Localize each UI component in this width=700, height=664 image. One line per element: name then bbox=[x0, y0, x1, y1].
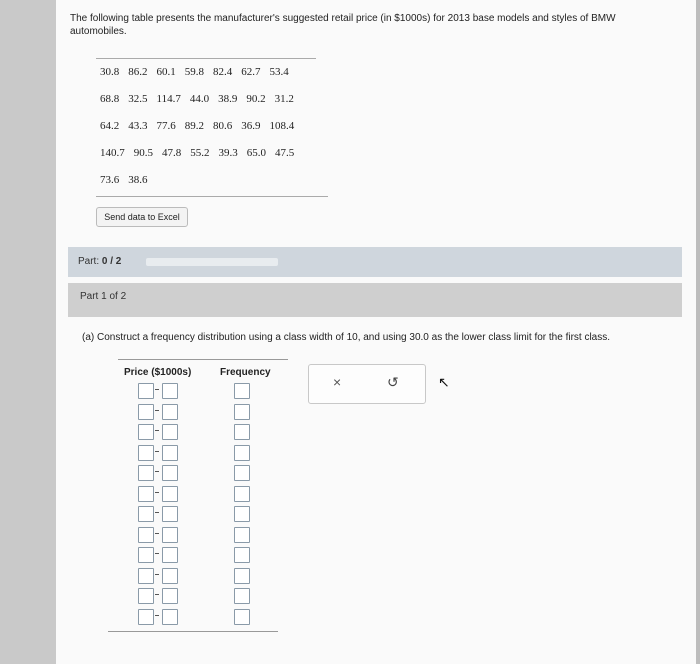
range-dash bbox=[155, 471, 159, 472]
frequency-input[interactable] bbox=[234, 404, 250, 420]
lower-limit-input[interactable] bbox=[138, 527, 154, 543]
frequency-table-row bbox=[138, 422, 288, 440]
frequency-table-row bbox=[138, 504, 288, 522]
data-cell: 64.2 bbox=[100, 120, 120, 132]
range-dash bbox=[155, 553, 159, 554]
range-dash bbox=[155, 574, 159, 575]
data-row bbox=[100, 66, 303, 93]
frequency-input[interactable] bbox=[234, 527, 250, 543]
freq-table-bottom-rule bbox=[108, 631, 278, 632]
lower-limit-input[interactable] bbox=[138, 445, 154, 461]
data-cell: 62.7 bbox=[241, 66, 261, 78]
clear-icon[interactable]: × bbox=[333, 374, 342, 390]
undo-icon[interactable]: ↺ bbox=[387, 374, 399, 390]
data-cell: 60.1 bbox=[156, 66, 176, 78]
upper-limit-input[interactable] bbox=[162, 547, 178, 563]
lower-limit-input[interactable] bbox=[138, 506, 154, 522]
upper-limit-input[interactable] bbox=[162, 609, 178, 625]
frequency-input[interactable] bbox=[234, 588, 250, 604]
data-cell: 53.4 bbox=[269, 66, 289, 78]
frequency-table-row bbox=[138, 586, 288, 604]
upper-limit-input[interactable] bbox=[162, 506, 178, 522]
frequency-table-row bbox=[138, 443, 288, 461]
frequency-input[interactable] bbox=[234, 568, 250, 584]
part-label: Part: 0 / 2 bbox=[78, 256, 122, 267]
upper-limit-input[interactable] bbox=[162, 383, 178, 399]
data-cell: 89.2 bbox=[184, 120, 204, 132]
data-cell: 77.6 bbox=[156, 120, 176, 132]
range-dash bbox=[155, 615, 159, 616]
data-cell: 90.2 bbox=[246, 93, 266, 105]
upper-limit-input[interactable] bbox=[162, 527, 178, 543]
data-cell: 65.0 bbox=[246, 147, 266, 159]
frequency-input[interactable] bbox=[234, 486, 250, 502]
upper-limit-input[interactable] bbox=[162, 445, 178, 461]
upper-limit-input[interactable] bbox=[162, 588, 178, 604]
intro-text: The following table presents the manufacturer's suggested retail price (in $1000s) for 2013 base models and styles of BMW automobiles. bbox=[70, 13, 616, 37]
data-cell: 68.8 bbox=[100, 93, 120, 105]
data-cell: 59.8 bbox=[184, 66, 204, 78]
range-dash bbox=[155, 533, 159, 534]
part-progress-bar bbox=[68, 247, 682, 277]
frequency-column-header: Frequency bbox=[220, 367, 271, 378]
left-margin bbox=[0, 0, 56, 664]
data-table bbox=[100, 66, 303, 201]
lower-limit-input[interactable] bbox=[138, 609, 154, 625]
range-dash bbox=[155, 492, 159, 493]
upper-limit-input[interactable] bbox=[162, 486, 178, 502]
lower-limit-input[interactable] bbox=[138, 465, 154, 481]
data-cell: 39.3 bbox=[218, 147, 238, 159]
data-cell: 36.9 bbox=[241, 120, 261, 132]
frequency-input[interactable] bbox=[234, 506, 250, 522]
data-cell: 38.9 bbox=[218, 93, 238, 105]
upper-limit-input[interactable] bbox=[162, 424, 178, 440]
data-row bbox=[100, 147, 303, 174]
freq-table-top-rule bbox=[118, 359, 288, 360]
frequency-table-row bbox=[138, 381, 288, 399]
frequency-table-row bbox=[138, 566, 288, 584]
subpart-label: Part 1 of 2 bbox=[80, 291, 127, 302]
answer-tools bbox=[308, 364, 426, 404]
frequency-input[interactable] bbox=[234, 609, 250, 625]
question-area bbox=[68, 317, 682, 664]
upper-limit-input[interactable] bbox=[162, 465, 178, 481]
data-cell: 73.6 bbox=[100, 174, 120, 186]
range-dash bbox=[155, 410, 159, 411]
data-cell: 86.2 bbox=[128, 66, 148, 78]
range-dash bbox=[155, 430, 159, 431]
frequency-input[interactable] bbox=[234, 465, 250, 481]
data-cell: 108.4 bbox=[269, 120, 295, 132]
range-dash bbox=[155, 451, 159, 452]
lower-limit-input[interactable] bbox=[138, 547, 154, 563]
mouse-cursor-icon: ↖ bbox=[438, 374, 450, 390]
data-cell: 140.7 bbox=[100, 147, 125, 159]
data-cell: 43.3 bbox=[128, 120, 148, 132]
upper-limit-input[interactable] bbox=[162, 404, 178, 420]
data-cell: 47.5 bbox=[275, 147, 295, 159]
frequency-table-row bbox=[138, 607, 288, 625]
data-table-bottom-rule bbox=[96, 196, 328, 197]
frequency-table-row bbox=[138, 545, 288, 563]
data-cell: 30.8 bbox=[100, 66, 120, 78]
frequency-table-row bbox=[138, 484, 288, 502]
data-cell: 38.6 bbox=[128, 174, 148, 186]
question-text: (a) Construct a frequency distribution using a class width of 10, and using 30.0 as the lower class limit for the first class. bbox=[82, 332, 611, 343]
data-cell: 90.5 bbox=[133, 147, 153, 159]
lower-limit-input[interactable] bbox=[138, 424, 154, 440]
data-cell: 47.8 bbox=[162, 147, 182, 159]
data-cell: 31.2 bbox=[274, 93, 294, 105]
frequency-input[interactable] bbox=[234, 547, 250, 563]
lower-limit-input[interactable] bbox=[138, 588, 154, 604]
range-dash bbox=[155, 512, 159, 513]
data-cell: 44.0 bbox=[189, 93, 210, 105]
data-cell: 55.2 bbox=[190, 147, 210, 159]
upper-limit-input[interactable] bbox=[162, 568, 178, 584]
problem-page bbox=[56, 0, 696, 664]
data-row bbox=[100, 120, 303, 147]
data-row bbox=[100, 93, 303, 120]
range-dash bbox=[155, 594, 159, 595]
frequency-input[interactable] bbox=[234, 445, 250, 461]
price-column-header: Price ($1000s) bbox=[124, 367, 192, 378]
frequency-input[interactable] bbox=[234, 383, 250, 399]
progress-track bbox=[146, 258, 278, 266]
data-cell: 82.4 bbox=[213, 66, 233, 78]
data-cell: 80.6 bbox=[213, 120, 233, 132]
subpart-header bbox=[68, 283, 682, 317]
lower-limit-input[interactable] bbox=[138, 383, 154, 399]
part-count: 0 / 2 bbox=[101, 256, 122, 267]
range-dash bbox=[155, 389, 159, 390]
frequency-table-row bbox=[138, 525, 288, 543]
data-cell: 32.5 bbox=[128, 93, 148, 105]
send-to-excel-button[interactable]: Send data to Excel bbox=[96, 207, 188, 227]
lower-limit-input[interactable] bbox=[138, 486, 154, 502]
data-table-top-rule bbox=[96, 58, 316, 59]
right-edge bbox=[696, 0, 700, 664]
lower-limit-input[interactable] bbox=[138, 568, 154, 584]
frequency-table-row bbox=[138, 463, 288, 481]
frequency-input[interactable] bbox=[234, 424, 250, 440]
frequency-table-row bbox=[138, 402, 288, 420]
lower-limit-input[interactable] bbox=[138, 404, 154, 420]
data-cell: 114.7 bbox=[156, 93, 181, 105]
